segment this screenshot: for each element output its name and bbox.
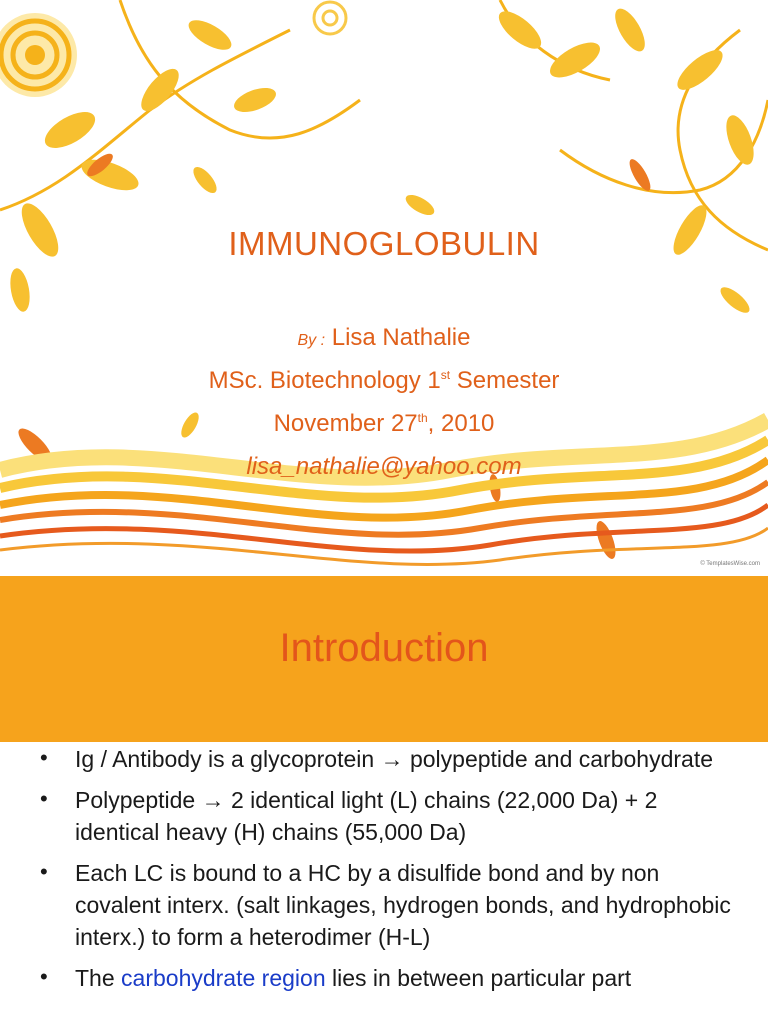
bullet-icon: •	[40, 745, 48, 770]
author-line	[0, 324, 768, 352]
date-line	[0, 410, 768, 438]
email-link[interactable]: lisa_nathalie@yahoo.com	[246, 453, 522, 480]
section-title: Introduction	[279, 626, 489, 670]
by-label: By :	[297, 332, 326, 349]
list-item	[40, 784, 740, 848]
presentation-title: IMMUNOGLOBULIN	[228, 225, 540, 262]
date-sup: th	[417, 411, 428, 425]
author-name: Lisa Nathalie	[331, 324, 471, 351]
list-item	[40, 857, 740, 953]
template-credit: © TemplatesWise.com	[700, 561, 760, 567]
program-line	[0, 367, 768, 395]
program-text: MSc. Biotechnology 1	[208, 367, 441, 394]
list-item	[40, 962, 740, 994]
bullet-text: Polypeptide → 2 identical light (L) chains (22,000 Da) + 2 identical heavy (H) chains (55,000 Da)	[75, 787, 658, 845]
list-item	[40, 743, 740, 775]
date-suffix: , 2010	[427, 410, 495, 437]
carbohydrate-highlight: carbohydrate region	[121, 965, 326, 991]
bullet-prefix: The	[75, 965, 122, 991]
bullet-icon: •	[40, 859, 48, 884]
bullet-icon: •	[40, 964, 48, 989]
bullet-suffix: lies in between particular part	[325, 965, 632, 991]
wave-swoosh	[0, 420, 768, 564]
date-text: November 27	[273, 410, 418, 437]
bullet-icon: •	[40, 786, 48, 811]
bullet-list	[40, 743, 740, 1003]
bullet-text: Ig / Antibody is a glycoprotein → polypeptide and carbohydrate	[75, 746, 714, 772]
bullet-text: Each LC is bound to a HC by a disulfide bond and by non covalent interx. (salt linkages, hydrogen bonds, and hydrophobic interx.) to form a heterodimer (H-L)	[75, 860, 731, 950]
vines	[0, 0, 768, 250]
program-suffix: Semester	[450, 367, 560, 394]
program-sup: st	[440, 368, 451, 382]
